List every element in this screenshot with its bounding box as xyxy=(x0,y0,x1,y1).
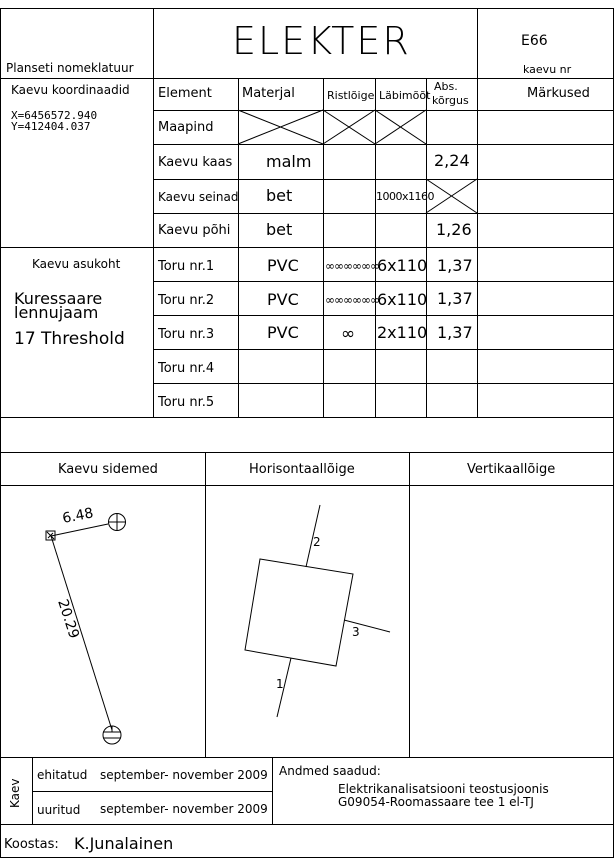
section-title-horizontal: Horisontaallõige xyxy=(249,462,355,477)
pipe-label-2: 2 xyxy=(313,535,321,549)
built-value: september- november 2009 xyxy=(100,768,268,782)
sheet-nomenclature-label: Planseti nomeklatuur xyxy=(6,61,134,75)
col-header-section: Ristlõige xyxy=(327,89,375,102)
row-element: Toru nr.4 xyxy=(158,361,215,376)
coord-x: X=6456572.940 xyxy=(11,109,98,122)
coord-y: Y=412404.037 xyxy=(11,120,91,133)
row-section: ∞ xyxy=(341,324,356,344)
source-line2: G09054-Roomassaare tee 1 el-TJ xyxy=(338,795,534,809)
col-header-notes: Märkused xyxy=(527,86,590,101)
surveyed-value: september- november 2009 xyxy=(100,802,268,816)
row-material: bet xyxy=(266,186,293,205)
source-line1: Elektrikanalisatsiooni teostusjoonis xyxy=(338,782,549,796)
row-height: 1,37 xyxy=(437,289,473,308)
dist-short: 6.48 xyxy=(61,505,95,527)
row-element: Toru nr.2 xyxy=(158,293,215,308)
section-title-vertical: Vertikaallõige xyxy=(467,462,556,477)
pipe-label-3: 3 xyxy=(352,625,360,639)
row-element: Kaevu seinad xyxy=(158,190,239,204)
row-section: ∞∞∞∞∞∞ xyxy=(325,293,379,307)
row-element: Toru nr.3 xyxy=(158,327,215,342)
row-material: malm xyxy=(266,152,312,171)
source-label: Andmed saadud: xyxy=(279,764,381,778)
author-label: Koostas: xyxy=(4,837,59,852)
row-diameter: 6x110 xyxy=(377,256,428,275)
col-header-diameter: Läbimõõt xyxy=(379,89,431,102)
col-header-abs-1: Abs. xyxy=(434,80,458,93)
col-header-material: Materjal xyxy=(242,86,295,101)
row-material: PVC xyxy=(267,290,299,309)
row-diameter: 6x110 xyxy=(377,290,428,309)
well-id: E66 xyxy=(521,33,548,49)
pipe-line-3 xyxy=(344,620,390,632)
location-label: Kaevu asukoht xyxy=(32,257,121,271)
row-height: 1,37 xyxy=(437,256,473,275)
dist-long: 20.29 xyxy=(54,597,82,641)
footer-side-label: Kaev xyxy=(8,778,22,808)
row-material: bet xyxy=(266,220,293,239)
row-material: PVC xyxy=(267,256,299,275)
row-section: ∞∞∞∞∞∞ xyxy=(325,259,379,273)
surveyed-label: uuritud xyxy=(37,803,81,817)
location-line3: 17 Threshold xyxy=(14,329,125,349)
author-value: K.Junalainen xyxy=(74,834,174,853)
well-nr-label: kaevu nr xyxy=(523,63,572,76)
location-line1: Kuressaare xyxy=(14,289,103,308)
coords-label: Kaevu koordinaadid xyxy=(11,83,130,97)
row-height: 1,26 xyxy=(436,220,472,239)
row-material: PVC xyxy=(267,323,299,342)
page-title: ELEKTER xyxy=(232,19,411,63)
pipe-label-1: 1 xyxy=(276,677,284,691)
row-diameter: 1000x1160 xyxy=(376,190,434,203)
section-title-ties: Kaevu sidemed xyxy=(58,462,158,477)
row-element: Kaevu kaas xyxy=(158,155,233,170)
row-element: Toru nr.1 xyxy=(158,259,215,274)
well-outline xyxy=(245,559,353,666)
row-height: 2,24 xyxy=(434,151,470,170)
row-height: 1,37 xyxy=(437,323,473,342)
col-header-element: Element xyxy=(158,86,212,101)
built-label: ehitatud xyxy=(37,768,88,782)
row-element: Maapind xyxy=(158,120,214,135)
row-diameter: 2x110 xyxy=(377,323,428,342)
location-line2: lennujaam xyxy=(14,303,99,322)
row-element: Kaevu põhi xyxy=(158,223,231,238)
row-element: Toru nr.5 xyxy=(158,395,215,410)
col-header-abs-2: kõrgus xyxy=(432,94,469,107)
